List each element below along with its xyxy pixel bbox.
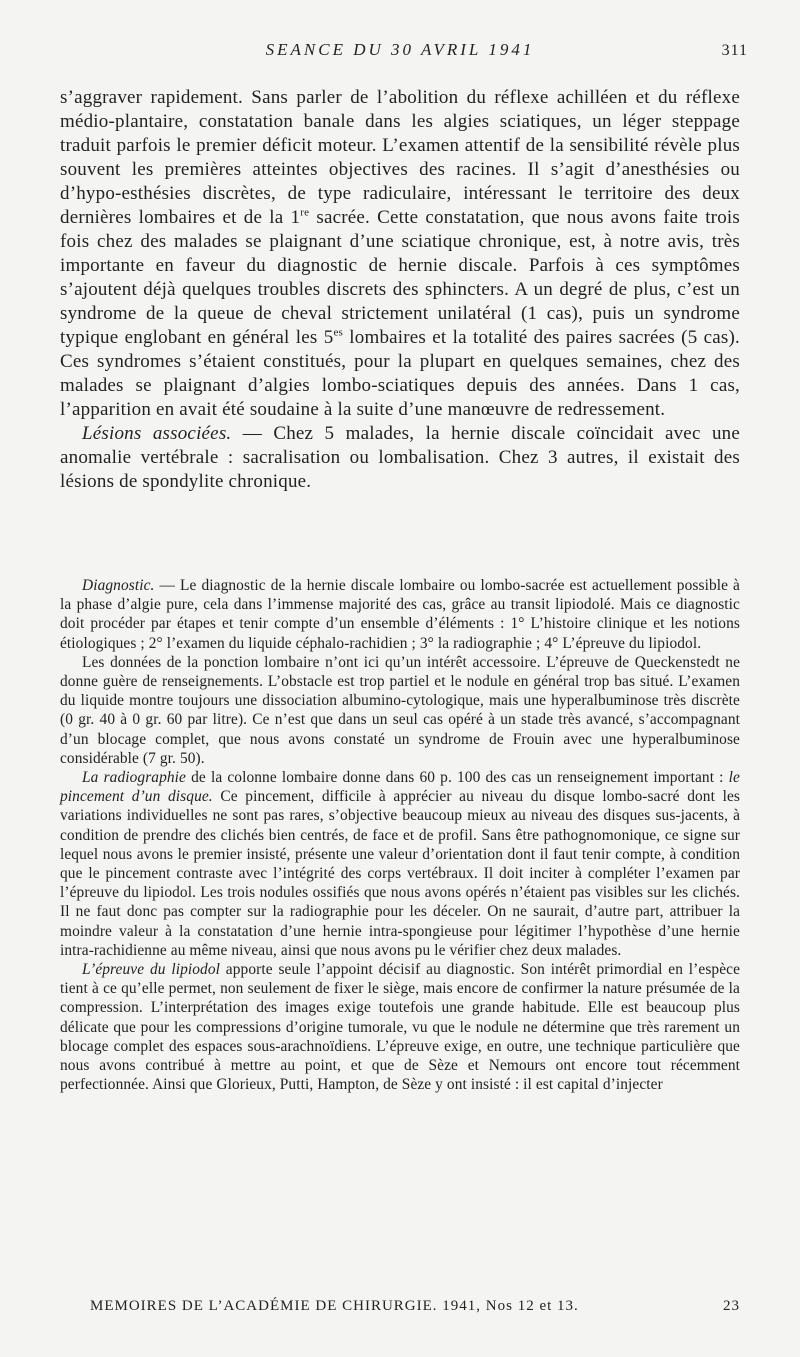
- paragraph-radiographie: La radiographie de la colonne lombaire donne dans 60 p. 100 des cas un renseignement important : le pincement d’un disque. Ce pincement, difficile à apprécier au niveau du disque lombo-sacré dont les variations individuelles ne sont pas rares, s’objective beaucoup mieux au niveau des disques sus-jacents, à condition de prendre des clichés bien centrés, de face et de profil. Sans être pathognomonique, ce signe sur lequel nous avons le premier insisté, présente une valeur d’orientation dont il faut tenir compte, à condition que le pincement contraste avec l’intégrité des corps vertébraux. Il doit inciter à compléter l’examen par l’épreuve du lipiodol. Les trois nodules ossifiés que nous avons opérés n’étaient pas visibles sur les clichés. Il ne faut donc pas compter sur la radiographie pour les déceler. On ne saurait, d’autre part, attribuer la moindre valeur à la constatation d’une hernie intra-spongieuse pour légitimer l’hypothèse d’une hernie intra-rachidienne au même niveau, ainsi que nous avons pu le vérifier chez deux malades.: [60, 769, 740, 959]
- lesions-heading: Lésions associées.: [82, 423, 232, 444]
- paragraph-symptoms: s’aggraver rapidement. Sans parler de l’abolition du réflexe achilléen et du réflexe médio-plantaire, constatation banale dans les algies sciatiques, un léger steppage traduit parfois le premier déficit moteur. L’examen attentif de la sensibilité révèle plus souvent les premières atteintes objectives des racines. Il s’agit d’anesthésies ou d’hypo-esthésies discrètes, de type radiculaire, intéressant le territoire des deux dernières lombaires et de la 1re sacrée. Cette constatation, que nous avons faite trois fois chez des malades se plaignant d’une sciatique chronique, est, à notre avis, très importante en faveur du diagnostic de hernie discale. Parfois à ces symptômes s’ajoutent déjà quelques troubles discrets des sphincters. A un degré de plus, c’est un syndrome de la queue de cheval strictement unilatéral (1 cas), puis un syndrome typique englobant en général les $5^{es}$ lombaires et la totalité des paires sacrées (5 cas). Ces syndromes s’étaient constitués, pour la plupart en quelques semaines, chez des malades se plaignant d’algies lombo-sciatiques depuis des années. Dans 1 cas, l’apparition en avait été soudaine à la suite d’une manœuvre de redressement.: [60, 87, 740, 420]
- superscript: es: [333, 326, 344, 339]
- journal-reference: MEMOIRES DE L’ACADÉMIE DE CHIRURGIE. 1941, Nos 12 et 13.: [90, 1298, 579, 1314]
- small-text-block: [60, 576, 740, 1094]
- signature-mark: 23: [723, 1298, 740, 1314]
- diagnostic-heading: Diagnostic.: [82, 577, 155, 594]
- running-title: SEANCE DU 30 AVRIL 1941: [265, 40, 535, 59]
- lipiodol-heading: L’épreuve du lipiodol: [82, 961, 221, 979]
- main-text-block: [60, 86, 740, 494]
- paragraph-lesions: Lésions associées. — Chez 5 malades, la hernie discale coïncidait avec une anomalie vertébrale : sacralisation ou lombalisation. Chez 3 autres, il existait des lésions de spondylite chronique.: [60, 423, 740, 492]
- paragraph-ponction: Les données de la ponction lombaire n’ont ici qu’un intérêt accessoire. L’épreuve de Queckenstedt ne donne guère de renseignements. L’obstacle est trop partiel et le nodule en général trop bas situé. L’examen du liquide montre toujours une dissociation albumino-cytologique, mais une hyperalbuminose très discrète (0 gr. 40 à 0 gr. 60 par litre). Ce n’est que dans un seul cas opéré à un stade très avancé, s’accompagnant d’un blocage complet, que nous avons constaté un syndrome de Frouin avec une hyperalbuminose considérable (7 gr. 50).: [60, 653, 740, 767]
- superscript: re: [300, 206, 310, 219]
- radiographie-heading: La radiographie: [82, 769, 186, 787]
- paragraph-diagnostic: Diagnostic. — Le diagnostic de la hernie discale lombaire ou lombo-sacrée est actuellement possible à la phase d’algie pure, cela dans l’immense majorité des cas, grâce au transit lipiodolé. Mais ce diagnostic doit procéder par étapes et tenir compte d’un ensemble d’éléments : 1° L’histoire clinique et les notions étiologiques ; 2° l’examen du liquide céphalo-rachidien ; 3° la radiographie ; 4° L’épreuve du lipiodol.: [60, 577, 740, 652]
- page-number: 311: [721, 42, 748, 59]
- page-header: [60, 40, 748, 70]
- paragraph-lipiodol: L’épreuve du lipiodol apporte seule l’appoint décisif au diagnostic. Son intérêt primordial en l’espèce tient à ce qu’elle permet, non seulement de fixer le siège, mais encore de confirmer la nature présumée de la compression. L’interprétation des images exige toutefois une grande habitude. Elle est beaucoup plus délicate que pour les compressions d’origine tumorale, vu que le nodule ne détermine que très rarement un blocage complet des espaces sous-arachnoïdiens. L’épreuve exige, en outre, une technique particulière que nous avons contribué à mettre au point, et que de Sèze et Nemours ont encore tout récemment perfectionnée. Ainsi que Glorieux, Putti, Hampton, de Sèze y ont insisté : il est capital d’injecter: [60, 961, 740, 1094]
- page-footer: [90, 1298, 740, 1322]
